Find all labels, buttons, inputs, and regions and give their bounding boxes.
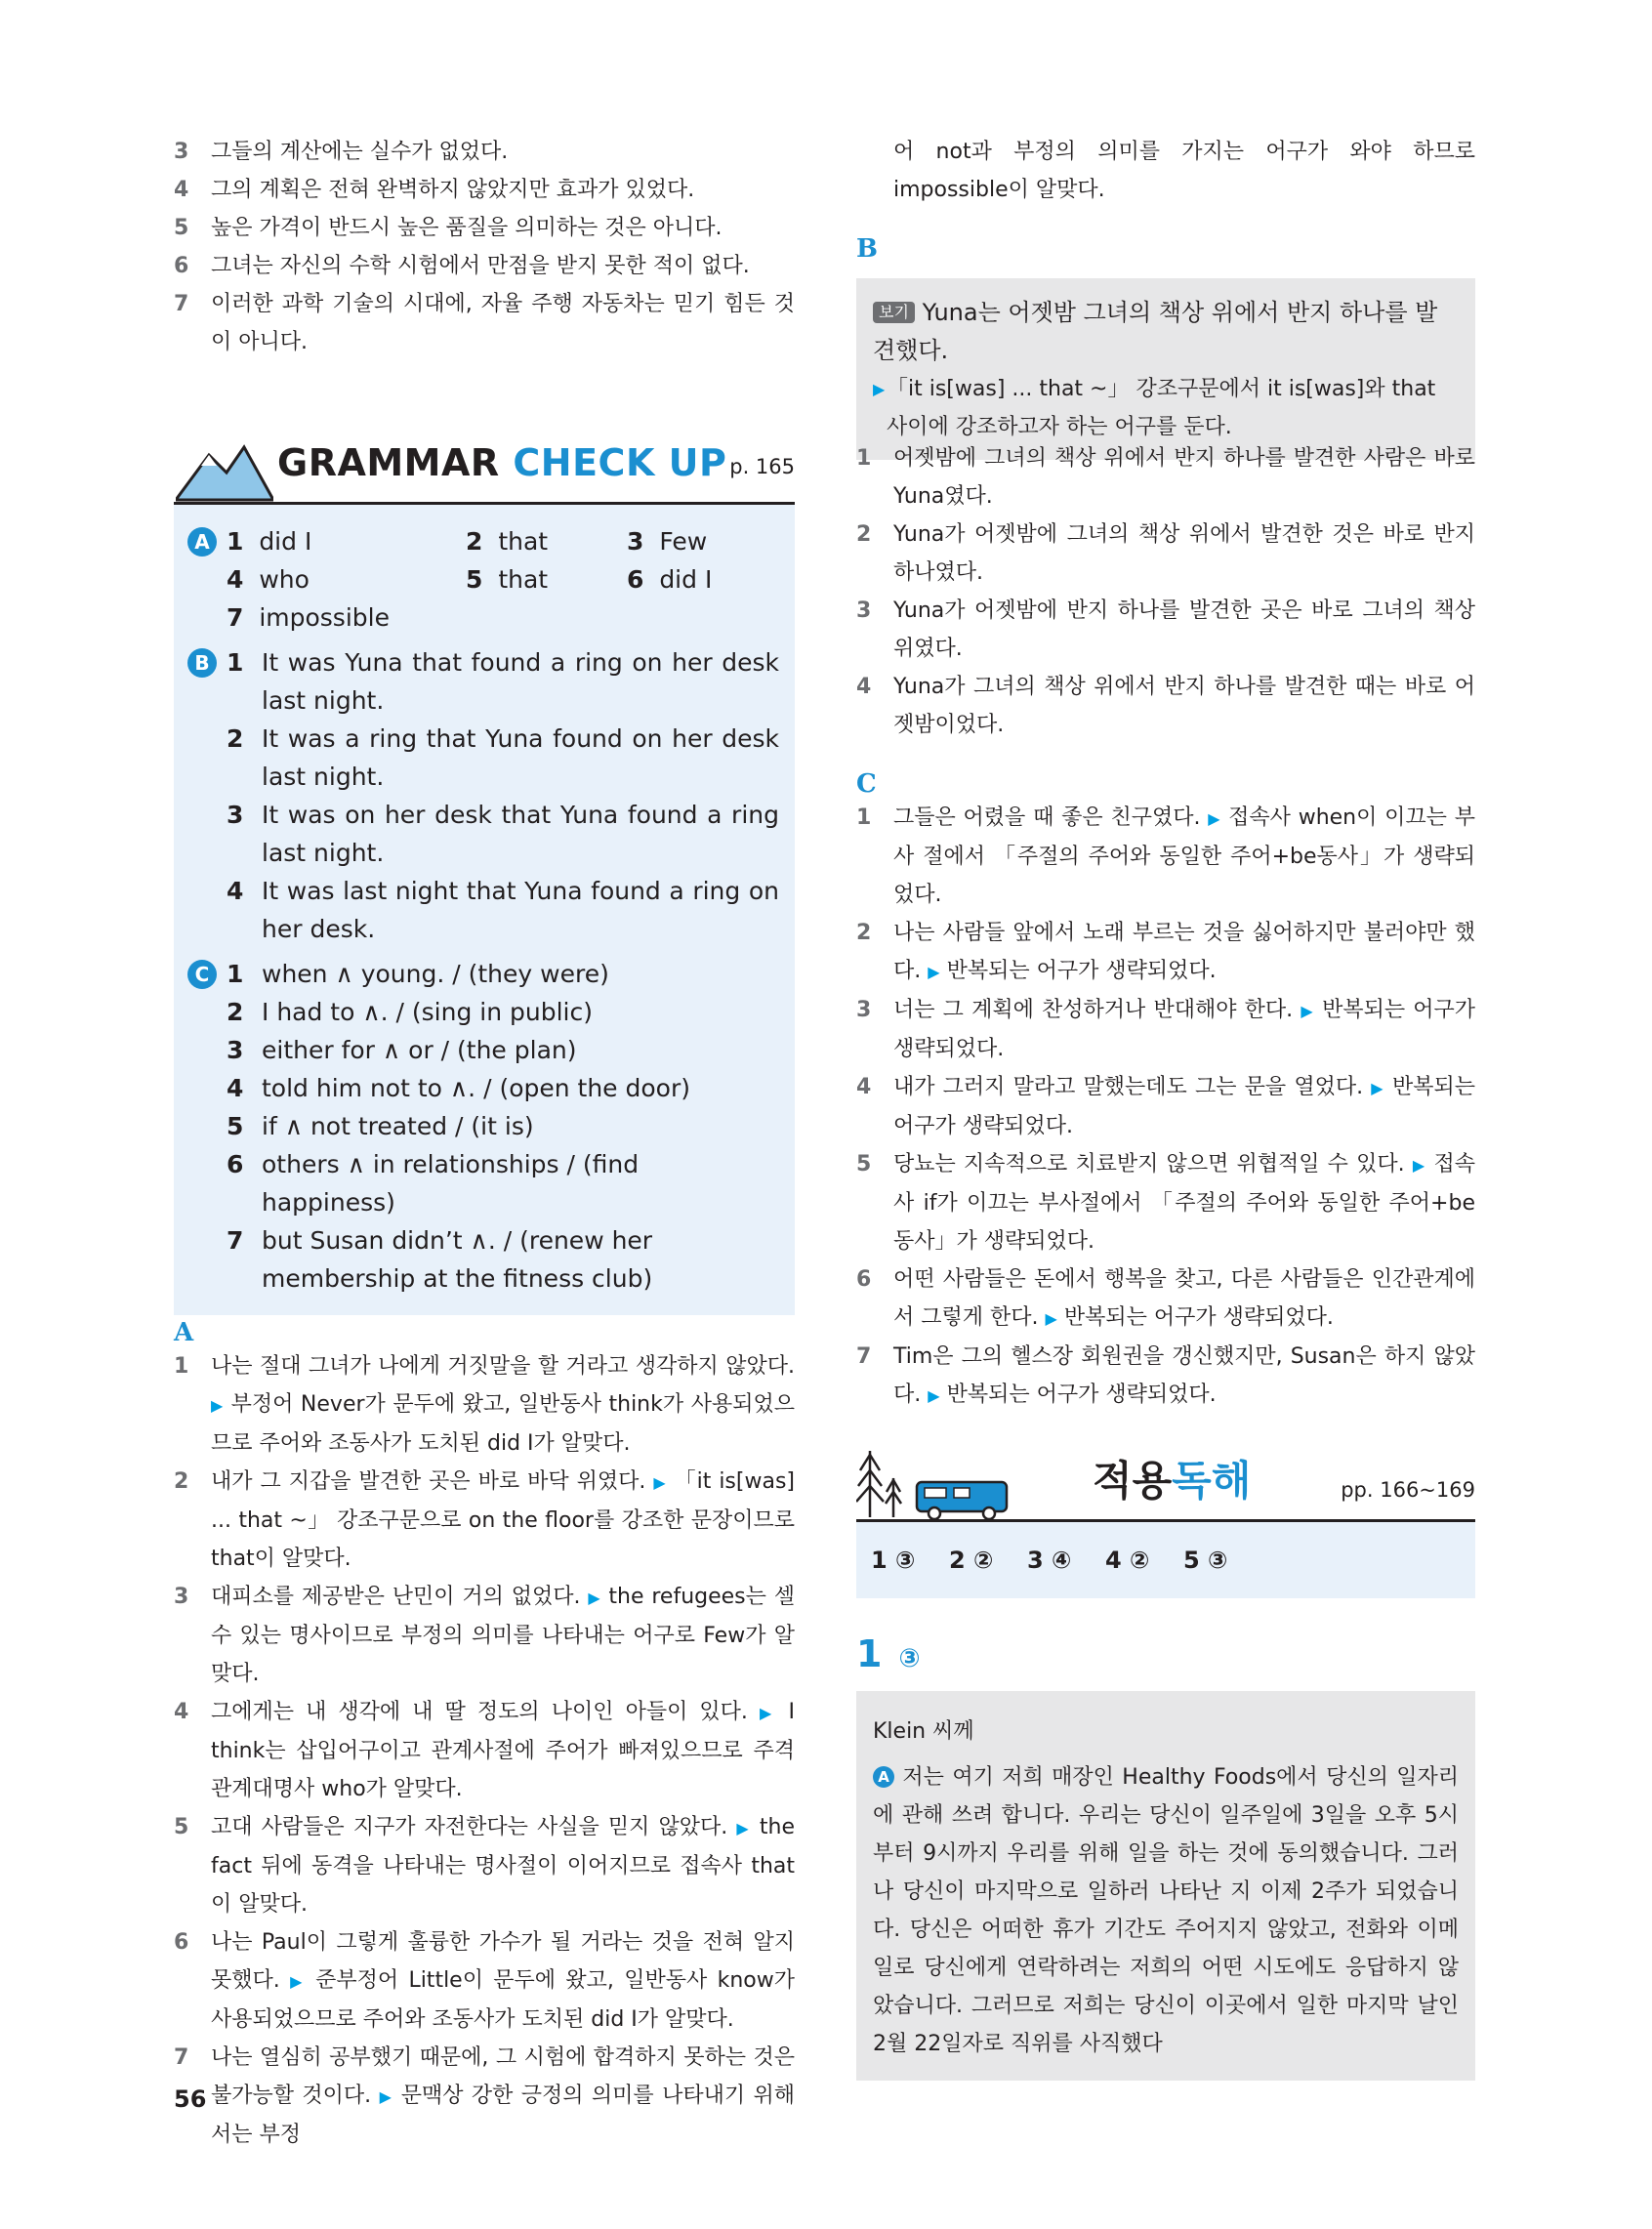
arrow-icon: ▶ (1412, 1156, 1426, 1175)
page-number: 56 (174, 2085, 207, 2113)
reading-header (856, 1441, 1475, 1522)
arrow-icon: ▶ (873, 380, 886, 398)
list-item: 3 너는 그 계획에 찬성하거나 반대해야 한다. ▶ 반복되는 어구가 생략되었다. (856, 998, 1476, 1061)
section-c (856, 769, 1475, 1415)
arrow-icon: ▶ (1301, 1002, 1314, 1020)
top-list (174, 133, 795, 361)
arrow-icon: ▶ (653, 1473, 667, 1492)
translation-box (856, 1691, 1475, 2081)
part-c-badge: C (187, 960, 217, 989)
example-tag: 보기 (873, 302, 915, 323)
reading-page-ref: pp. 166~169 (1341, 1478, 1475, 1502)
example-box: 보기 Yuna는 어젯밤 그녀의 책상 위에서 반지 하나를 발견했다. ▶ 「it is[was] ... that ~」 강조구문에서 it is[was]와 that 사이에 강조하고자 하는 어구를 둔다. (856, 278, 1475, 460)
salutation: Klein 씨께 (873, 1719, 974, 1744)
list-item: 3 대피소를 제공받은 난민이 거의 없었다. ▶ the refugees는 셀 수 있는 명사이므로 부정의 의미를 나타내는 어구로 Few가 알맞다. (174, 1585, 796, 1686)
section-b-label: B (856, 234, 878, 264)
list-item: 3 그들의 계산에는 실수가 없었다. (174, 140, 509, 164)
list-item: 5 고대 사람들은 지구가 자전한다는 사실을 믿지 않았다. ▶ the fact 뒤에 동격을 나타내는 명사절이 이어지므로 접속사 that이 알맞다. (174, 1815, 796, 1917)
grammar-answer-box (174, 505, 795, 1315)
arrow-icon: ▶ (1045, 1309, 1057, 1328)
list-item: 7 이러한 과학 기술의 시대에, 자율 주행 자동차는 믿기 힘든 것이 아니다. (174, 292, 795, 354)
grammar-page-ref: p. 165 (729, 455, 795, 478)
grammar-header (174, 433, 795, 505)
grammar-title: GRAMMAR CHECK UP (277, 441, 727, 484)
arrow-icon: ▶ (1208, 809, 1221, 828)
arrow-icon: ▶ (736, 1819, 751, 1837)
list-item: 1 나는 절대 그녀가 나에게 거짓말을 할 거라고 생각하지 않았다. ▶ 부정어 Never가 문두에 왔고, 일반동사 think가 사용되었으므로 주어와 조동사가 도치된 did I가 알맞다. (174, 1354, 795, 1456)
section-c-label: C (856, 769, 877, 799)
continued-text: 어 not과 부정의 의미를 가지는 어구가 와야 하므로 impossible이 알맞다. (893, 140, 1475, 202)
arrow-icon: ▶ (211, 1396, 224, 1415)
grammar-part-c: C 1 when ∧ young. / (they were) 2 I had to ∧. / (sing in public) 3 either for ∧ or / (the plan) 4 told him not to ∧. / (open the door) 5 if ∧ not treated / (it is) 6 others ∧ in relationships / (find happiness) 7 but Susan didn’t ∧. / (renew her membership at the fitness club) (187, 955, 779, 1298)
list-item: 4 Yuna가 그녀의 책상 위에서 반지 하나를 발견한 때는 바로 어젯밤이었다. (856, 675, 1475, 737)
list-item: 6 나는 Paul이 그렇게 훌륭한 가수가 될 거라는 것을 전혀 알지 못했다. ▶ 준부정어 Little이 문두에 왔고, 일반동사 know가 사용되었으므로 주어와 조동사가 도치된 did I가 알맞다. (174, 1930, 795, 2032)
para-a-badge: A (873, 1766, 894, 1788)
section-a (174, 1318, 795, 2154)
camper-icon (856, 1441, 1017, 1519)
question-heading: 1 ③ (856, 1632, 921, 1675)
list-item: 1 그들은 어렸을 때 좋은 친구였다. ▶ 접속사 when이 이끄는 부사 절에서 「주절의 주어와 동일한 주어+be동사」가 생략되었다. (856, 805, 1475, 907)
translation-paragraph: A 저는 여기 저희 매장인 Healthy Foods에서 당신의 일자리에 관해 쓰려 합니다. 우리는 당신이 일주일에 3일을 오후 5시부터 9시까지 우리를 위해 일을 하는 것에 동의했습니다. 그러나 당신이 마지막으로 일하러 나타난 지 이제 2주가 되었습니다. 당신은 어떠한 휴가 기간도 주어지지 않았고, 전화와 이메일로 당신에게 연락하려는 저희의 어떤 시도에도 응답하지 않았습니다. 그러므로 저희는 당신이 이곳에서 일한 마지막 날인 2월 22일자로 직위를 사직했다 (873, 1765, 1459, 2056)
grammar-part-b: B 1 It was Yuna that found a ring on her desk last night. 2 It was a ring that Yuna found on her desk last night. 3 It was on her desk that Yuna found a ring last night. 4 It was last night that Yuna found a ring on her desk. (187, 643, 779, 948)
arrow-icon: ▶ (588, 1589, 601, 1607)
arrow-icon: ▶ (928, 1386, 940, 1405)
list-item: 5 당뇨는 지속적으로 치료받지 않으면 위협적일 수 있다. ▶ 접속사 if가 이끄는 부사절에서 「주절의 주어와 동일한 주어+be동사」가 생략되었다. (856, 1152, 1476, 1254)
list-item: 5 높은 가격이 반드시 높은 품질을 의미하는 것은 아니다. (174, 216, 723, 240)
arrow-icon: ▶ (379, 2087, 393, 2106)
list-item: 4 그의 계획은 전혀 완벽하지 않았지만 효과가 있었다. (174, 178, 695, 202)
part-b-badge: B (187, 648, 217, 678)
list-item: 6 그녀는 자신의 수학 시험에서 만점을 받지 못한 적이 없다. (174, 254, 750, 278)
list-item: 1 어젯밤에 그녀의 책상 위에서 반지 하나를 발견한 사람은 바로 Yuna였다. (856, 446, 1475, 509)
section-a-label: A (174, 1318, 194, 1347)
list-item: 7 나는 열심히 공부했기 때문에, 그 시험에 합격하지 못하는 것은 불가능할 것이다. ▶ 문맥상 강한 긍정의 의미를 나타내기 위해서는 부정 (174, 2045, 795, 2147)
list-item: 7 Tim은 그의 헬스장 회원권을 갱신했지만, Susan은 하지 않았다. ▶ 반복되는 어구가 생략되었다. (856, 1344, 1475, 1407)
section-b-list (856, 439, 1475, 744)
list-item: 2 Yuna가 어젯밤에 그녀의 책상 위에서 발견한 것은 바로 반지 하나였다. (856, 522, 1475, 585)
arrow-icon: ▶ (290, 1972, 306, 1991)
mountain-icon (176, 433, 273, 502)
list-item: 6 어떤 사람들은 돈에서 행복을 찾고, 다른 사람들은 인간관계에서 그렇게 한다. ▶ 반복되는 어구가 생략되었다. (856, 1267, 1475, 1330)
list-item: 2 내가 그 지갑을 발견한 곳은 바로 바닥 위였다. ▶ 「it is[was] ... that ~」 강조구문으로 on the floor를 강조한 문장이므로 that이 알맞다. (174, 1469, 795, 1571)
list-item: 4 그에게는 내 생각에 내 딸 정도의 나이인 아들이 있다. ▶ I think는 삽입어구이고 관계사절에 주어가 빠져있으므로 주격 관계대명사 who가 알맞다. (174, 1700, 796, 1801)
reading-title: 적용독해 (1093, 1457, 1252, 1505)
list-item: 3 Yuna가 어젯밤에 반지 하나를 발견한 곳은 바로 그녀의 책상 위였다. (856, 599, 1475, 661)
list-item: 4 내가 그러지 말라고 말했는데도 그는 문을 열었다. ▶ 반복되는 어구가 생략되었다. (856, 1075, 1475, 1138)
part-a-badge: A (187, 527, 217, 557)
list-item: 2 나는 사람들 앞에서 노래 부르는 것을 싫어하지만 불러야만 했다. ▶ 반복되는 어구가 생략되었다. (856, 921, 1475, 983)
arrow-icon: ▶ (1371, 1079, 1384, 1097)
arrow-icon: ▶ (760, 1704, 777, 1722)
reading-answers: 1 ③ 2 ② 3 ④ 4 ② 5 ③ (856, 1522, 1475, 1598)
grammar-part-a: A 1 did I 2 that 3 Few 4 who 5 that 6 did I 7 impossible (187, 522, 779, 637)
arrow-icon: ▶ (928, 963, 940, 981)
